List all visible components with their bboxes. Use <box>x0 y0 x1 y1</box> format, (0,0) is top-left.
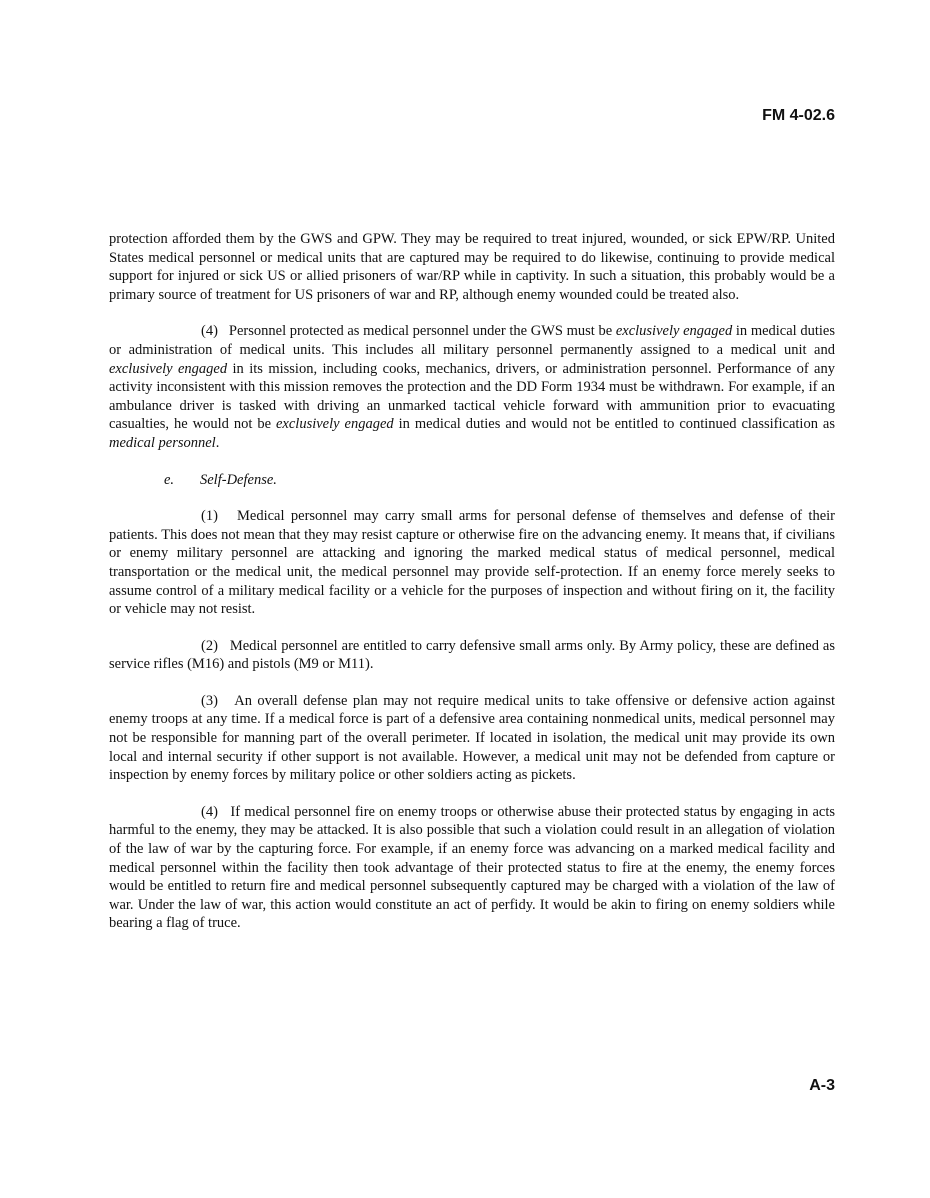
paragraph-text: Medical personnel may carry small arms for personal defense of themselves and defense of their patients. This does not mean that they may resist capture or otherwise fire on the advancing enemy. It means that, if civilians or enemy military personnel are attacking and ignoring the marked medical status of medical personnel, medical transportation or the medical unit, the medical personnel may provide self-protection. If an enemy force merely seeks to assume control of a military medical facility or a vehicle for the purposes of inspection and without firing on it, the facility or vehicle may not resist. <box>109 508 836 618</box>
emphasis-medical-personnel: medical personnel <box>109 434 216 451</box>
paragraph-text: An overall defense plan may not require medical units to take offensive or defensive action against enemy troops at any time. If a medical force is part of a defensive area containing nonmedical units, medical personnel may not be responsible for manning part of the overall perimeter. If located in isolation, the medical unit may provide its own local and internal security if other support is not available. However, a medical unit may not be defended from capture or inspection by enemy forces by military police or other soldiers acting as pickets. <box>109 692 835 784</box>
paragraph-continuation <box>109 230 835 304</box>
paragraph-continuation-text: protection afforded them by the GWS and GPW. They may be required to treat injured, wounded, or sick EPW/RP. United States medical personnel or medical units that are captured may be required to do likewise, continuing to provide medical support for injured or sick US or allied prisoners of war/RP while in captivity. In such a situation, this probably would be a primary source of treatment for US prisoners of war and RP, although enemy wounded could be treated also. <box>109 231 835 303</box>
emphasis-exclusively-engaged: exclusively engaged <box>275 416 394 433</box>
paragraph-text-part: in its mission, including cooks, mechanics, drivers, or administration personnel. Performance of any activity inconsistent with this mission removes the protection and the DD Form 1934 must be withdrawn. For example, if an ambulance driver is tasked with driving an unmarked tactical vehicle forward with ammunition prior to evacuating casualties, he would not be <box>109 360 835 433</box>
emphasis-exclusively-engaged: exclusively engaged <box>109 360 228 377</box>
paragraph-e1-small-arms <box>109 507 835 619</box>
paragraph-number: (4) <box>201 323 218 340</box>
page-number: A-3 <box>809 1077 835 1094</box>
paragraph-text-part: in medical duties or administration of medical units. This includes all military personnel permanently assigned to a medical unit and <box>109 323 836 358</box>
paragraph-e2-defensive-arms <box>109 637 835 674</box>
manual-code-header: FM 4-02.6 <box>762 107 835 124</box>
paragraph-e4-perfidy <box>109 803 835 933</box>
paragraph-number: (4) <box>201 803 218 820</box>
paragraph-text: If medical personnel fire on enemy troops or otherwise abuse their protected status by engaging in acts harmful to the enemy, they may be attacked. It is also possible that such a violation could result in an allegation of violation of the law of war by the capturing force. For example, if an enemy force was advancing on a marked medical facility and medical personnel within the facility then took advantage of their protected status to fire at the enemy, the enemy forces would be entitled to return fire and medical personnel subsequently captured may be charged with a violation of the law of war. Under the law of war, this action would constitute an act of perfidy. It would be akin to firing on enemy soldiers while bearing a flag of truce. <box>109 803 835 932</box>
paragraph-text: Medical personnel are entitled to carry defensive small arms only. By Army policy, these are defined as service rifles (M16) and pistols (M9 or M11). <box>109 637 835 673</box>
section-letter: e. <box>164 471 175 488</box>
paragraph-number: (1) <box>201 508 218 525</box>
section-title: Self-Defense. <box>200 471 277 488</box>
page-body <box>109 230 835 933</box>
paragraph-e3-defense-plan <box>109 692 835 785</box>
emphasis-exclusively-engaged: exclusively engaged <box>615 323 733 340</box>
paragraph-text-part: in medical duties and would not be entitled to continued classification as <box>393 416 836 433</box>
paragraph-text-part: Personnel protected as medical personnel under the GWS must be <box>228 323 616 340</box>
paragraph-number: (2) <box>201 637 218 654</box>
paragraph-number: (3) <box>201 692 218 709</box>
paragraph-text-part: . <box>215 434 220 451</box>
section-heading-self-defense <box>109 471 835 490</box>
paragraph-4-exclusively-engaged <box>109 322 835 452</box>
